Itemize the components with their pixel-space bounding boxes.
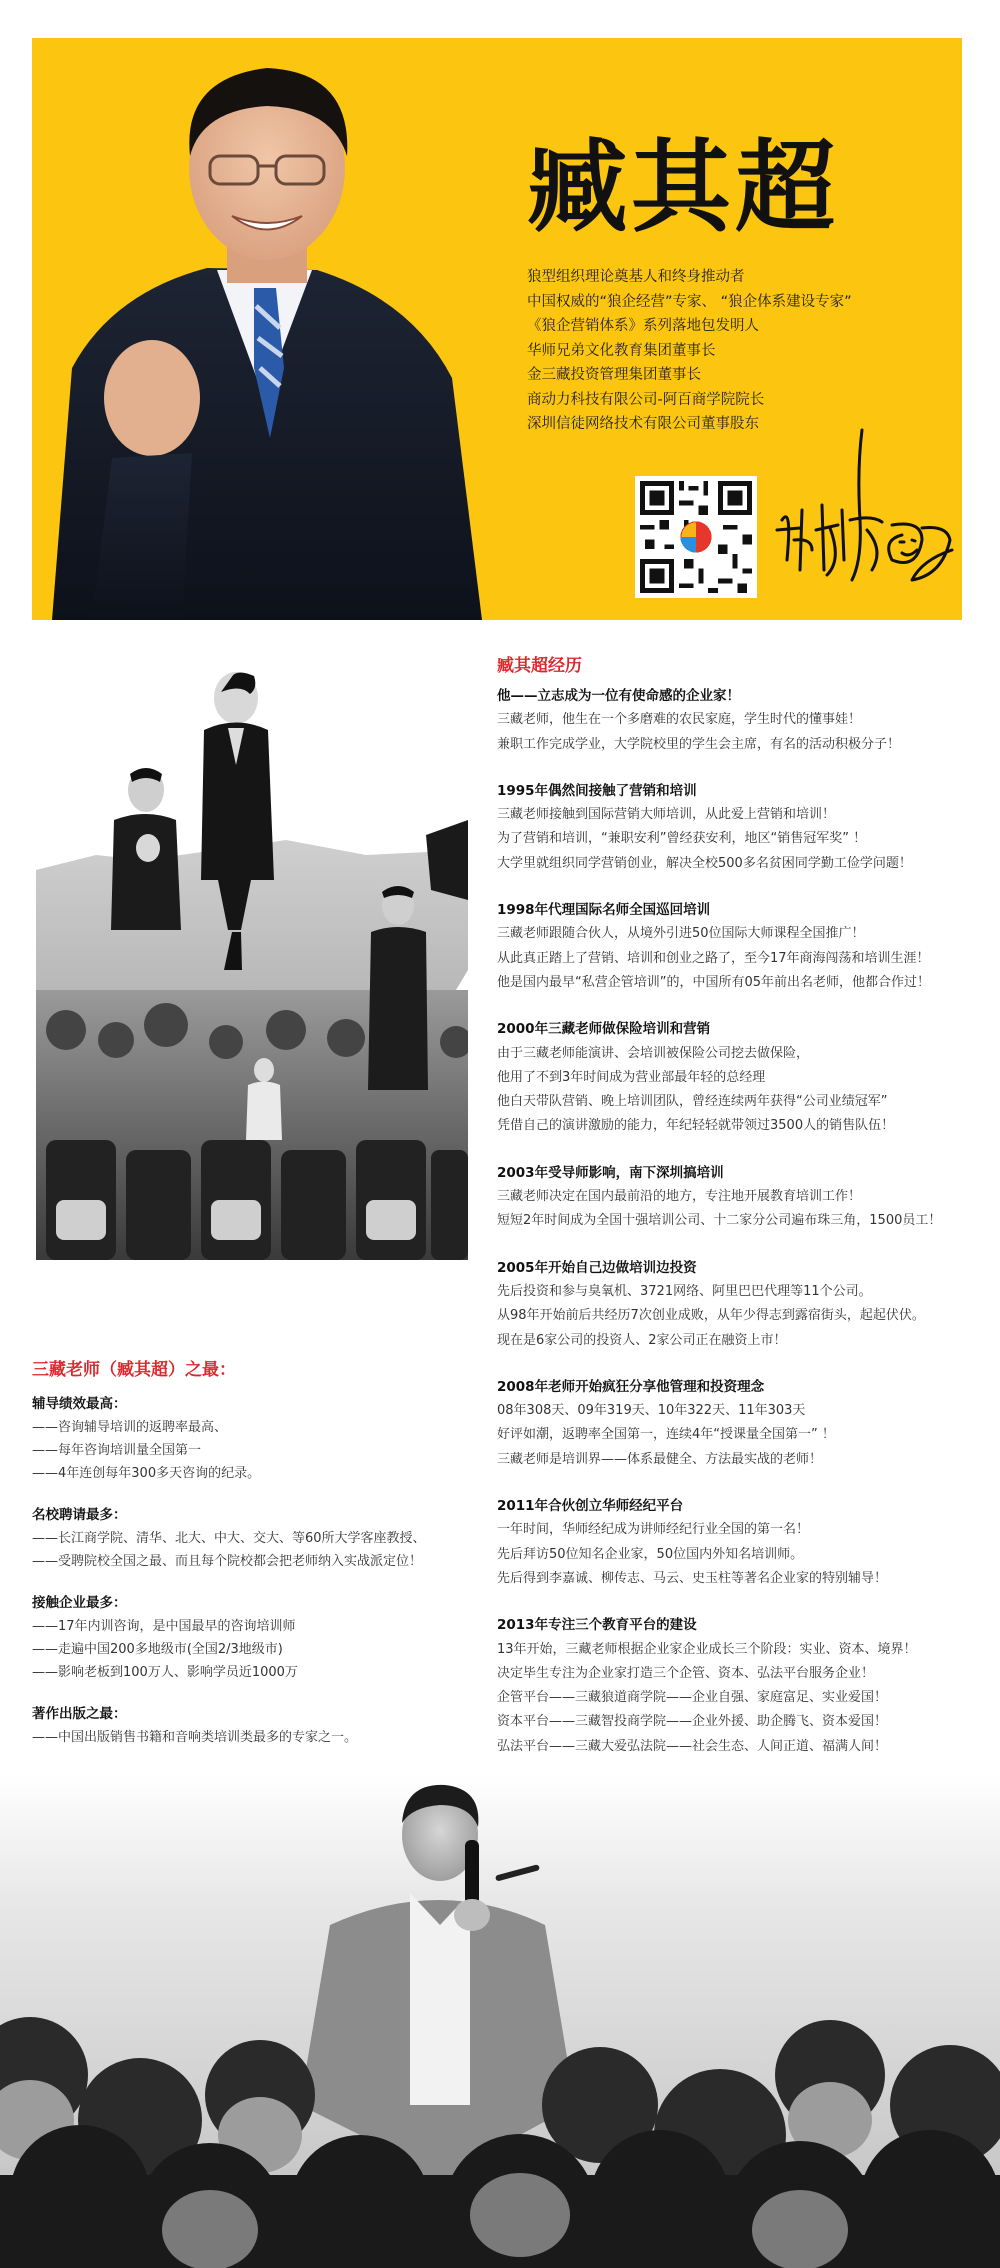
header-banner [32,38,962,620]
title-item: 狼型组织理论奠基人和终身推动者 [527,269,745,285]
achievement-group [32,1703,472,1749]
title-item: 商动力科技有限公司-阿百商学院院长 [527,391,765,408]
section-line: 现在是6家公司的投资人、2家公司正在融资上市！ [497,1332,787,1348]
section-line: 08年308天、09年319天、10年322天、11年303天 [497,1403,806,1419]
timeline-section [497,779,987,876]
achievement-heading: 著作出版之最： [32,1706,127,1722]
section-line: 他白天带队营销、晚上培训团队，曾经连续两年获得“公司业绩冠军” [497,1094,888,1110]
section-line: 弘法平台——三藏大爱弘法院——社会生态、人间正道、福满人间！ [497,1738,888,1754]
achievement-line: ——17年内训咨询，是中国最早的咨询培训师 [32,1619,296,1634]
person-name: 臧其超 [527,129,839,246]
section-line: 大学里就组织同学营销创业，解决全校500多名贫困同学勤工俭学问题！ [497,855,912,871]
timeline-section [497,1494,987,1591]
section-line: 三藏老师决定在国内最前沿的地方，专注地开展教育培训工作！ [497,1189,862,1205]
section-line: 他是国内最早“私营企管培训”的，中国所有05年前出名老师，他都合作过！ [497,974,931,990]
section-heading: 他——立志成为一位有使命感的企业家！ [497,688,740,704]
timeline-section [497,684,987,757]
section-line: 三藏老师是培训界——体系最健全、方法最实战的老师！ [497,1451,823,1467]
title-item: 中国权威的“狼企经营”专家、 “狼企体系建设专家” [527,293,852,310]
section-line: 从此真正踏上了营销、培训和创业之路了，至今17年商海闯荡和培训生涯！ [497,950,930,966]
achievements-title: 三藏老师（臧其超）之最： [32,1360,236,1380]
achievement-line: ——4年连创每年300多天咨询的纪录。 [32,1466,261,1481]
section-line: 先后拜访50位知名企业家，50位国内外知名培训师。 [497,1546,804,1562]
portrait-photo [32,38,502,620]
section-line: 兼职工作完成学业，大学院校里的学生会主席，有名的活动积极分子！ [497,736,901,752]
section-line: 凭借自己的演讲激励的能力，年纪轻轻就带领过3500人的销售队伍！ [497,1118,895,1134]
section-heading: 2011年合伙创立华师经纪平台 [497,1498,684,1515]
section-heading: 2000年三藏老师做保险培训和营销 [497,1021,711,1038]
section-heading: 2013年专注三个教育平台的建设 [497,1617,697,1634]
section-heading: 1998年代理国际名师全国巡回培训 [497,902,711,919]
section-line: 13年开始，三藏老师根据企业家企业成长三个阶段：实业、资本、境界！ [497,1641,917,1657]
achievement-line: ——中国出版销售书籍和音响类培训类最多的专家之一。 [32,1730,358,1745]
section-line: 一年时间，华师经纪成为讲师经纪行业全国的第一名！ [497,1522,810,1538]
section-line: 为了营销和培训，“兼职安利”曾经获安利，地区“销售冠军奖” ！ [497,831,867,847]
timeline-section [497,1161,987,1234]
title-item: 华师兄弟文化教育集团董事长 [527,342,716,359]
timeline-section [497,898,987,995]
section-line: 决定毕生专注为企业家打造三个企管、资本、弘法平台服务企业！ [497,1665,875,1681]
section-heading: 2005年开始自己边做培训边投资 [497,1259,697,1276]
experience-timeline [497,684,987,1781]
signature-image [772,410,957,610]
achievement-line: ——受聘院校全国之最、而且每个院校都会把老师纳入实战派定位！ [32,1554,423,1569]
section-line: 先后得到李嘉诚、柳传志、马云、史玉柱等著名企业家的特别辅导！ [497,1570,888,1586]
section-line: 短短2年时间成为全国十强培训公司、十二家分公司遍布珠三角，1500员工！ [497,1213,942,1229]
section-line: 企管平台——三藏狼道商学院——企业自强、家庭富足、实业爱国！ [497,1690,888,1706]
section-line: 三藏老师跟随合伙人，从境外引进50位国际大师课程全国推广！ [497,926,865,942]
achievement-heading: 名校聘请最多： [32,1507,127,1523]
section-line: 三藏老师接触到国际营销大师培训，从此爱上营销和培训！ [497,807,836,823]
section-line: 从98年开始前后共经历7次创业成败，从年少得志到露宿街头，起起伏伏。 [497,1308,925,1324]
section-line: 由于三藏老师能演讲、会培训被保险公司挖去做保险， [497,1045,810,1061]
timeline-section [497,1256,987,1353]
timeline-section [497,1375,987,1472]
section-line: 三藏老师，他生在一个多磨难的农民家庭，学生时代的懂事娃！ [497,712,862,728]
section-line: 好评如潮，返聘率全国第一，连续4年“授课量全国第一” ！ [497,1427,835,1443]
title-item: 《狼企营销体系》系列落地包发明人 [527,318,759,334]
section-line: 先后投资和参与臭氧机、3721网络、阿里巴巴代理等11个公司。 [497,1283,872,1299]
achievements-list [32,1393,472,1768]
section-heading: 2003年受导师影响，南下深圳搞培训 [497,1164,724,1181]
section-line: 他用了不到3年时间成为营业部最年轻的总经理 [497,1069,766,1085]
experience-title: 臧其超经历 [497,656,582,676]
achievement-line: ——长江商学院、清华、北大、中大、交大、等60所大学客座教授、 [32,1531,426,1546]
achievement-line: ——影响老板到100万人、影响学员近1000万 [32,1665,298,1680]
achievement-group [32,1504,472,1573]
title-item: 金三藏投资管理集团董事长 [527,367,701,383]
timeline-section [497,1613,987,1759]
section-line: 资本平台——三藏智投商学院——企业外援、助企腾飞、资本爱国！ [497,1714,888,1730]
stage-collage-photo [36,670,468,1260]
achievement-group [32,1592,472,1684]
title-item: 深圳信徒网络技术有限公司董事股东 [527,416,759,432]
section-heading: 2008年老师开始疯狂分享他管理和投资理念 [497,1378,765,1395]
achievement-line: ——咨询辅导培训的返聘率最高、 [32,1420,228,1435]
achievement-line: ——走遍中国200多地级市(全国2/3地级市) [32,1642,283,1657]
achievement-group [32,1393,472,1485]
speaker-with-audience-photo [0,1775,1000,2268]
timeline-section [497,1017,987,1138]
achievement-heading: 辅导绩效最高： [32,1396,127,1412]
achievement-heading: 接触企业最多： [32,1595,127,1611]
qr-code[interactable] [635,476,757,598]
achievement-line: ——每年咨询培训量全国第一 [32,1443,202,1458]
section-heading: 1995年偶然间接触了营销和培训 [497,782,697,799]
